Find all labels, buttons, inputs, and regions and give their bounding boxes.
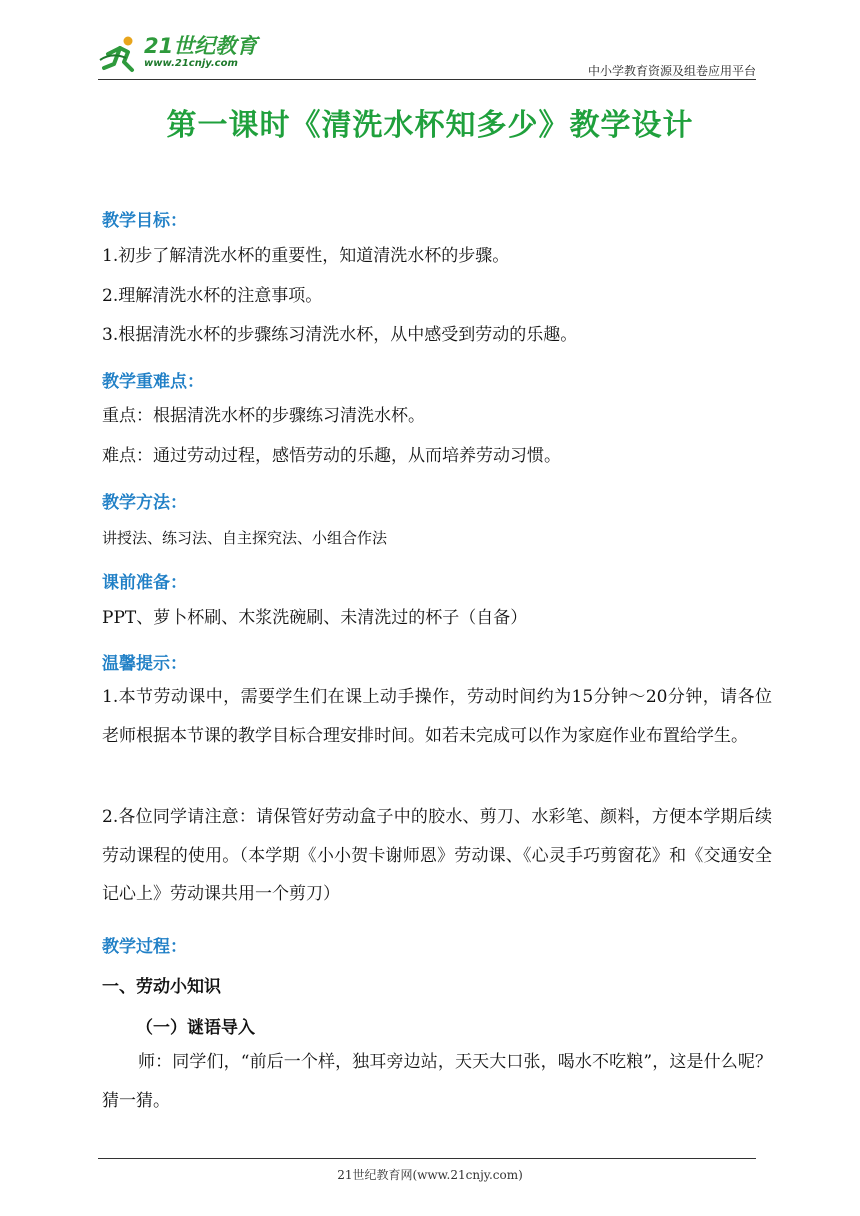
logo-name: 21世纪教育 — [144, 34, 258, 58]
platform-name: 中小学教育资源及组卷应用平台 — [587, 64, 756, 78]
footer-text: 21世纪教育网(www.21cnjy.com) — [337, 1168, 523, 1182]
preparation-heading: 课前准备： — [102, 573, 187, 593]
key-points-heading: 教学重难点： — [102, 372, 204, 392]
section-title: 一、劳动小知识 — [102, 977, 221, 997]
runner-logo-icon — [98, 34, 142, 74]
footer-divider — [98, 1158, 756, 1159]
objective-item: 2.理解清洗水杯的注意事项。 — [102, 286, 323, 306]
methods-text: 讲授法、练习法、自主探究法、小组合作法 — [102, 529, 388, 547]
objectives-heading: 教学目标： — [102, 211, 187, 231]
key-point-item: 重点：根据清洗水杯的步骤练习清洗水杯。 — [102, 406, 425, 426]
objective-item: 1.初步了解清洗水杯的重要性，知道清洗水杯的步骤。 — [102, 246, 510, 266]
subsection-title: （一）谜语导入 — [136, 1018, 255, 1038]
logo — [98, 30, 268, 74]
tip-paragraph: 2.各位同学请注意：请保管好劳动盒子中的胶水、剪刀、水彩笔、颜料，方便本学期后续劳动课程的使用。（本学期《小小贺卡谢师恩》劳动课、《心灵手巧剪窗花》和《交通安全记心上》劳动课共用一个剪刀） — [102, 807, 772, 904]
body-paragraph: 师：同学们，“前后一个样，独耳旁边站，天天大口张，喝水不吃粮”，这是什么呢？猜一猜。 — [102, 1052, 772, 1111]
key-point-item: 难点：通过劳动过程，感悟劳动的乐趣，从而培养劳动习惯。 — [102, 446, 561, 466]
methods-heading: 教学方法： — [102, 493, 187, 513]
process-heading: 教学过程： — [102, 937, 187, 957]
header-divider — [98, 79, 756, 80]
document-title: 第一课时《清洗水杯知多少》教学设计 — [166, 108, 694, 143]
tips-heading: 温馨提示： — [102, 654, 187, 674]
page-header — [98, 28, 756, 80]
tip-paragraph: 1.本节劳动课中，需要学生们在课上动手操作，劳动时间约为15分钟～20分钟，请各位老师根据本节课的教学目标合理安排时间。如若未完成可以作为家庭作业布置给学生。 — [102, 687, 772, 746]
logo-url: www.21cnjy.com — [144, 58, 238, 69]
preparation-text: PPT、萝卜杯刷、木浆洗碗刷、未清洗过的杯子（自备） — [102, 608, 528, 628]
objective-item: 3.根据清洗水杯的步骤练习清洗水杯，从中感受到劳动的乐趣。 — [102, 325, 578, 345]
